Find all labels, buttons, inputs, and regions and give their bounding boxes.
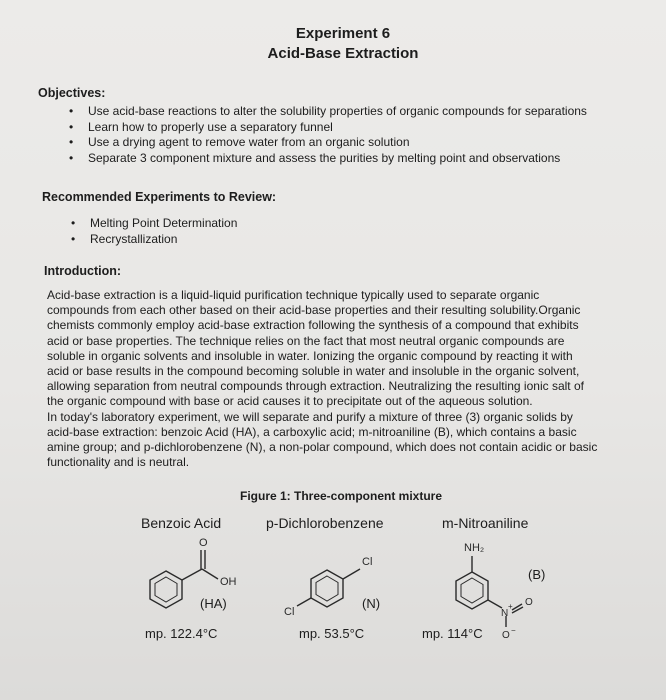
negative-charge-label: −	[511, 626, 516, 635]
melting-point-m-nitroaniline: mp. 114°C	[422, 626, 483, 641]
page-subtitle: Acid-Base Extraction	[267, 45, 419, 62]
paragraph-line: In today's laboratory experiment, we will separate and purify a mixture of three (3) organic solids by	[47, 409, 573, 424]
chlorine-atom-label: Cl	[284, 606, 295, 618]
list-item: • Use acid-base reactions to alter the solubility properties of organic compounds for separations	[62, 104, 587, 120]
melting-point-benzoic-acid: mp. 122.4°C	[145, 626, 218, 641]
list-item: • Recrystallization	[64, 232, 237, 248]
oxygen-atom-label: O	[525, 597, 533, 608]
paragraph-line: amine group; and p-dichlorobenzene (N), a non-polar compound, which does not contain acidic or basic	[47, 440, 598, 455]
paragraph-line: soluble in organic solvents and insoluble in water. Ionizing the organic compound by reacting it with	[47, 348, 573, 363]
list-item: • Melting Point Determination	[64, 216, 237, 232]
objectives-list	[62, 104, 587, 166]
compound-name-p-dichlorobenzene: p-Dichlorobenzene	[266, 515, 384, 531]
compound-name-m-nitroaniline: m-Nitroaniline	[442, 515, 529, 531]
hydroxyl-label: OH	[220, 576, 237, 588]
paragraph-line: compounds from each other based on their acid-base properties and their resulting solubility.Organic	[47, 303, 581, 318]
paragraph-line: the organic compound with base or acid causes it to precipitate out of the aqueous solution.	[47, 394, 533, 409]
recommended-list	[64, 216, 237, 247]
list-item: • Separate 3 component mixture and assess the purities by melting point and observations	[62, 151, 587, 167]
compound-code-ha: (HA)	[200, 596, 227, 611]
oxygen-atom-label: O	[502, 630, 510, 641]
list-item: • Learn how to properly use a separatory funnel	[62, 120, 587, 136]
paragraph-line: allowing separation from neutral compounds through extraction. Neutralizing the resulting ionic salt of	[47, 379, 584, 394]
oxygen-atom-label: O	[199, 537, 208, 549]
amino-group-label: NH₂	[464, 542, 485, 554]
chlorine-atom-label: Cl	[362, 556, 373, 568]
paragraph-line: acid or base properties. The technique relies on the fact that most neutral organic compounds are	[47, 333, 565, 348]
objectives-heading: Objectives:	[38, 86, 106, 100]
list-item: • Use a drying agent to remove water from an organic solution	[62, 135, 587, 151]
compound-code-n: (N)	[362, 596, 381, 611]
introduction-paragraph	[47, 288, 637, 470]
figure-title: Figure 1: Three-component mixture	[240, 489, 443, 503]
positive-charge-label: +	[508, 602, 513, 611]
introduction-heading: Introduction:	[44, 264, 122, 278]
nitrogen-atom-label: N	[501, 608, 509, 619]
paragraph-line: Acid-base extraction is a liquid-liquid purification technique typically used to separate organic	[47, 288, 540, 302]
page-title: Experiment 6	[295, 25, 391, 42]
paragraph-line: acid-base extraction: benzoic Acid (HA), a carboxylic acid; m-nitroaniline (B), which contains a basic	[47, 424, 577, 439]
benzoic-acid-structure	[140, 533, 250, 618]
compound-code-b: (B)	[528, 567, 546, 582]
compound-name-benzoic-acid: Benzoic Acid	[141, 515, 222, 531]
paragraph-line: functionality and is neutral.	[47, 455, 190, 470]
melting-point-p-dichlorobenzene: mp. 53.5°C	[299, 626, 365, 641]
paragraph-line: acid or base results in the compound becoming soluble in water and insoluble in the organic solvent,	[47, 364, 580, 379]
recommended-heading: Recommended Experiments to Review:	[42, 190, 277, 204]
paragraph-line: chemists commonly employ acid-base extraction following the synthesis of a compound that exhibits	[47, 318, 579, 333]
